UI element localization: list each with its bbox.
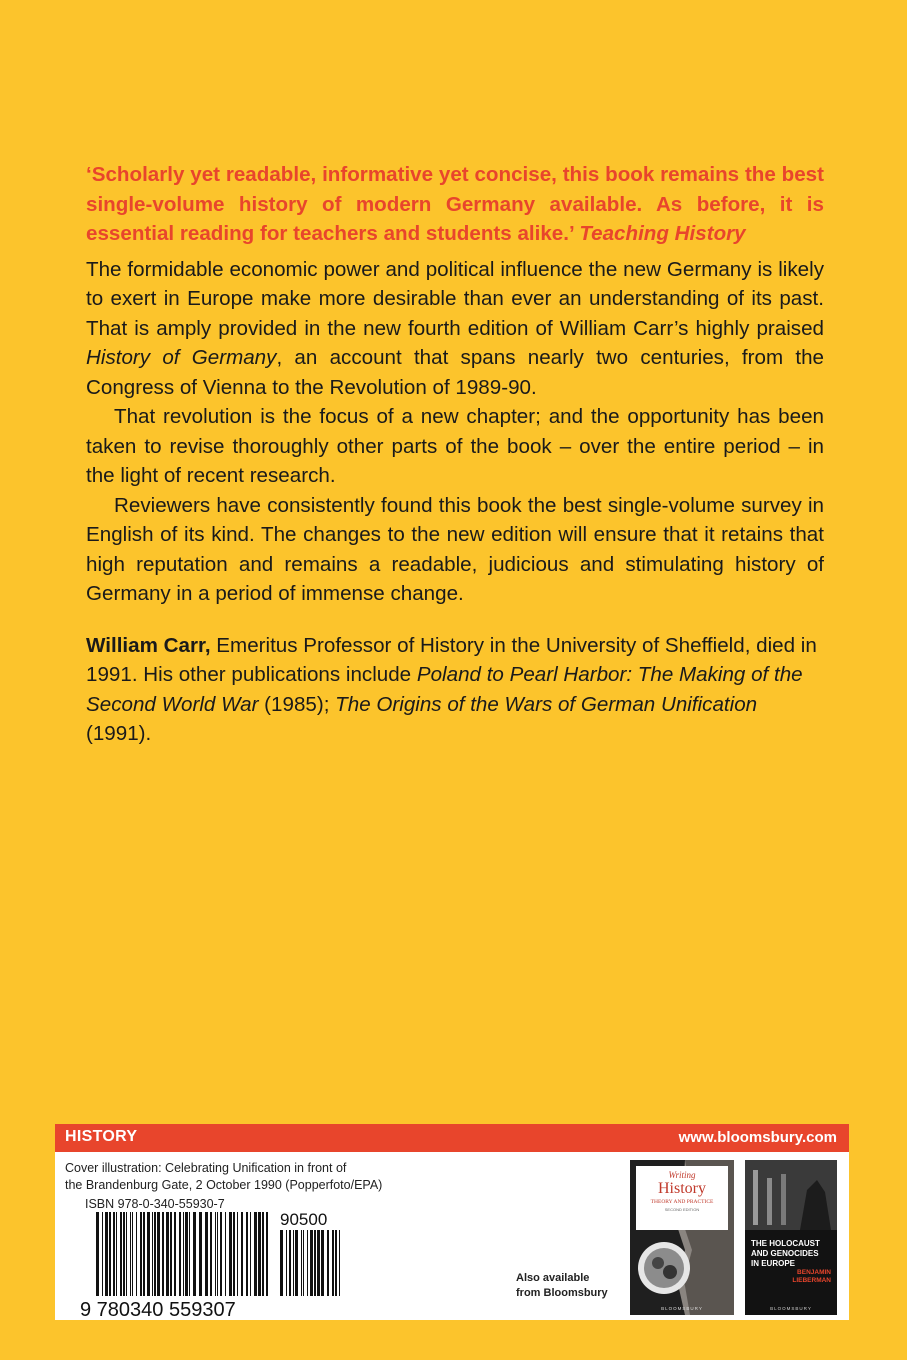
book2-author-line1: BENJAMIN [797, 1269, 831, 1276]
barcode-bar [105, 1212, 108, 1296]
barcode-bar [174, 1212, 176, 1296]
book-cover-art [630, 1160, 734, 1315]
barcode-bar [258, 1212, 261, 1296]
also-line-2: from Bloomsbury [516, 1287, 608, 1299]
barcode-bar [126, 1212, 127, 1296]
p1-book-title: History of Germany [86, 346, 277, 369]
book1-edition: SECOND EDITION [664, 1207, 700, 1212]
book1-title-main: History [658, 1180, 706, 1197]
cover-credit [65, 1160, 382, 1194]
barcode-bar [96, 1212, 99, 1296]
description-paragraph-2: That revolution is the focus of a new chapter; and the opportunity has been taken to revise thoroughly other parts of the book – over the entire period – in the light of recent research. [86, 405, 824, 487]
bio-text-3: (1991). [86, 722, 152, 745]
p1-text-b: , an account that spans nearly two centuries, from the Congress of Vienna to the Revolution of 1989-90. [86, 346, 824, 399]
barcode-bar [220, 1212, 222, 1296]
barcode-bar [229, 1212, 232, 1296]
book2-title-line1: THE HOLOCAUST [751, 1239, 820, 1248]
author-name: William Carr, [86, 633, 211, 657]
barcode-bar [189, 1212, 190, 1296]
barcode-bar [314, 1230, 316, 1296]
barcode-bar [205, 1212, 208, 1296]
barcode [80, 1210, 380, 1320]
barcode-bar [162, 1212, 164, 1296]
bio-book-1: Poland to Pearl Harbor: The Making of the Second World War [86, 663, 803, 716]
barcode-bar [210, 1212, 212, 1296]
footer-panel [55, 1152, 849, 1320]
barcode-bar [241, 1212, 243, 1296]
barcode-bar [154, 1212, 156, 1296]
barcode-bar [225, 1212, 226, 1296]
book2-author-line2: LIEBERMAN [792, 1277, 831, 1284]
barcode-bar [237, 1212, 238, 1296]
bio-text-2: (1985); [258, 692, 336, 716]
barcode-bar [295, 1230, 298, 1296]
barcode-bar [254, 1212, 257, 1296]
barcode-bar [335, 1230, 337, 1296]
bio-book-2: The Origins of the Wars of German Unification [335, 692, 758, 716]
isbn-label: ISBN 978-0-340-55930-7 [85, 1197, 225, 1211]
book2-title-line3: IN EUROPE [751, 1259, 796, 1268]
barcode-bar [143, 1212, 145, 1296]
barcode-digits: 9 780340 559307 [80, 1299, 236, 1320]
barcode-bar [301, 1230, 302, 1296]
barcode-bar [332, 1230, 334, 1296]
barcode-bar [317, 1230, 320, 1296]
barcode-bar [123, 1212, 125, 1296]
barcode-bar [157, 1212, 160, 1296]
back-cover-blurb [86, 160, 824, 749]
barcode-bar [310, 1230, 313, 1296]
related-book-holocaust-genocides[interactable] [745, 1160, 837, 1315]
barcode-bar [250, 1212, 251, 1296]
also-line-1: Also available [516, 1272, 590, 1284]
category-label: HISTORY [65, 1128, 138, 1145]
barcode-bar [293, 1230, 294, 1296]
barcode-bar [193, 1212, 196, 1296]
related-book-writing-history[interactable] [630, 1160, 734, 1315]
book1-title-top: Writing [668, 1170, 696, 1180]
description-paragraph-1 [86, 255, 824, 403]
barcode-bar [280, 1230, 283, 1296]
barcode-bar [307, 1230, 308, 1296]
quote-source: Teaching History [579, 222, 746, 245]
credit-line-1: Cover illustration: Celebrating Unification in front of [65, 1161, 347, 1175]
barcode-bar [215, 1212, 216, 1296]
barcode-bar [199, 1212, 202, 1296]
review-quote [86, 160, 824, 249]
barcode-bar [289, 1230, 291, 1296]
barcode-bar [185, 1212, 188, 1296]
description-paragraph-3: Reviewers have consistently found this book the best single-volume survey in English of its kind. The changes to the new edition will ensure that it retains that high reputation and remains a readable, judicious and stimulating history of Germany in a period of immense change. [86, 493, 824, 605]
barcode-bar [136, 1212, 137, 1296]
barcode-bar [266, 1212, 268, 1296]
quote-text: ‘Scholarly yet readable, informative yet concise, this book remains the best single-volume history of modern Germany available. As before, it is essential reading for teachers and students alike.’ [86, 163, 824, 245]
barcode-bar [183, 1212, 184, 1296]
book1-subtitle: THEORY AND PRACTICE [650, 1199, 714, 1205]
barcode-bar [321, 1230, 324, 1296]
barcode-bar [286, 1230, 287, 1296]
barcode-bar [217, 1212, 218, 1296]
book2-title-line2: AND GENOCIDES [751, 1249, 819, 1258]
price-code: 90500 [280, 1210, 328, 1229]
barcode-bar [113, 1212, 115, 1296]
barcode-bar [246, 1212, 248, 1296]
barcode-bar [132, 1212, 133, 1296]
barcode-bar [179, 1212, 181, 1296]
barcode-bar [120, 1212, 122, 1296]
p1-text-a: The formidable economic power and political influence the new Germany is likely to exert in Europe make more desirable than ever an understanding of its past. That is amply provided in the new fourth edition of William Carr’s highly praised [86, 257, 824, 340]
barcode-bar [109, 1212, 111, 1296]
barcode-bar [116, 1212, 117, 1296]
author-bio [86, 631, 824, 749]
credit-line-2: the Brandenburg Gate, 2 October 1990 (Popperfoto/EPA) [65, 1178, 383, 1192]
book1-publisher: BLOOMSBURY [661, 1306, 703, 1311]
barcode-bar [327, 1230, 329, 1296]
barcode-bar [233, 1212, 235, 1296]
barcode-bar [130, 1212, 131, 1296]
book2-publisher: BLOOMSBURY [770, 1306, 812, 1311]
barcode-bar [303, 1230, 304, 1296]
publisher-website[interactable]: www.bloomsbury.com [678, 1129, 837, 1146]
barcode-bar [339, 1230, 340, 1296]
barcode-bar [262, 1212, 264, 1296]
category-bar [55, 1124, 849, 1152]
barcode-bar [152, 1212, 153, 1296]
barcode-bar [102, 1212, 103, 1296]
bio-text-1: Emeritus Professor of History in the University of Sheffield, died in 1991. His other publications include [86, 633, 817, 686]
barcode-bar [147, 1212, 150, 1296]
barcode-bar [140, 1212, 142, 1296]
book-cover-art [745, 1160, 837, 1315]
barcode-bar [166, 1212, 169, 1296]
barcode-bar [170, 1212, 172, 1296]
also-available-note [516, 1271, 608, 1301]
